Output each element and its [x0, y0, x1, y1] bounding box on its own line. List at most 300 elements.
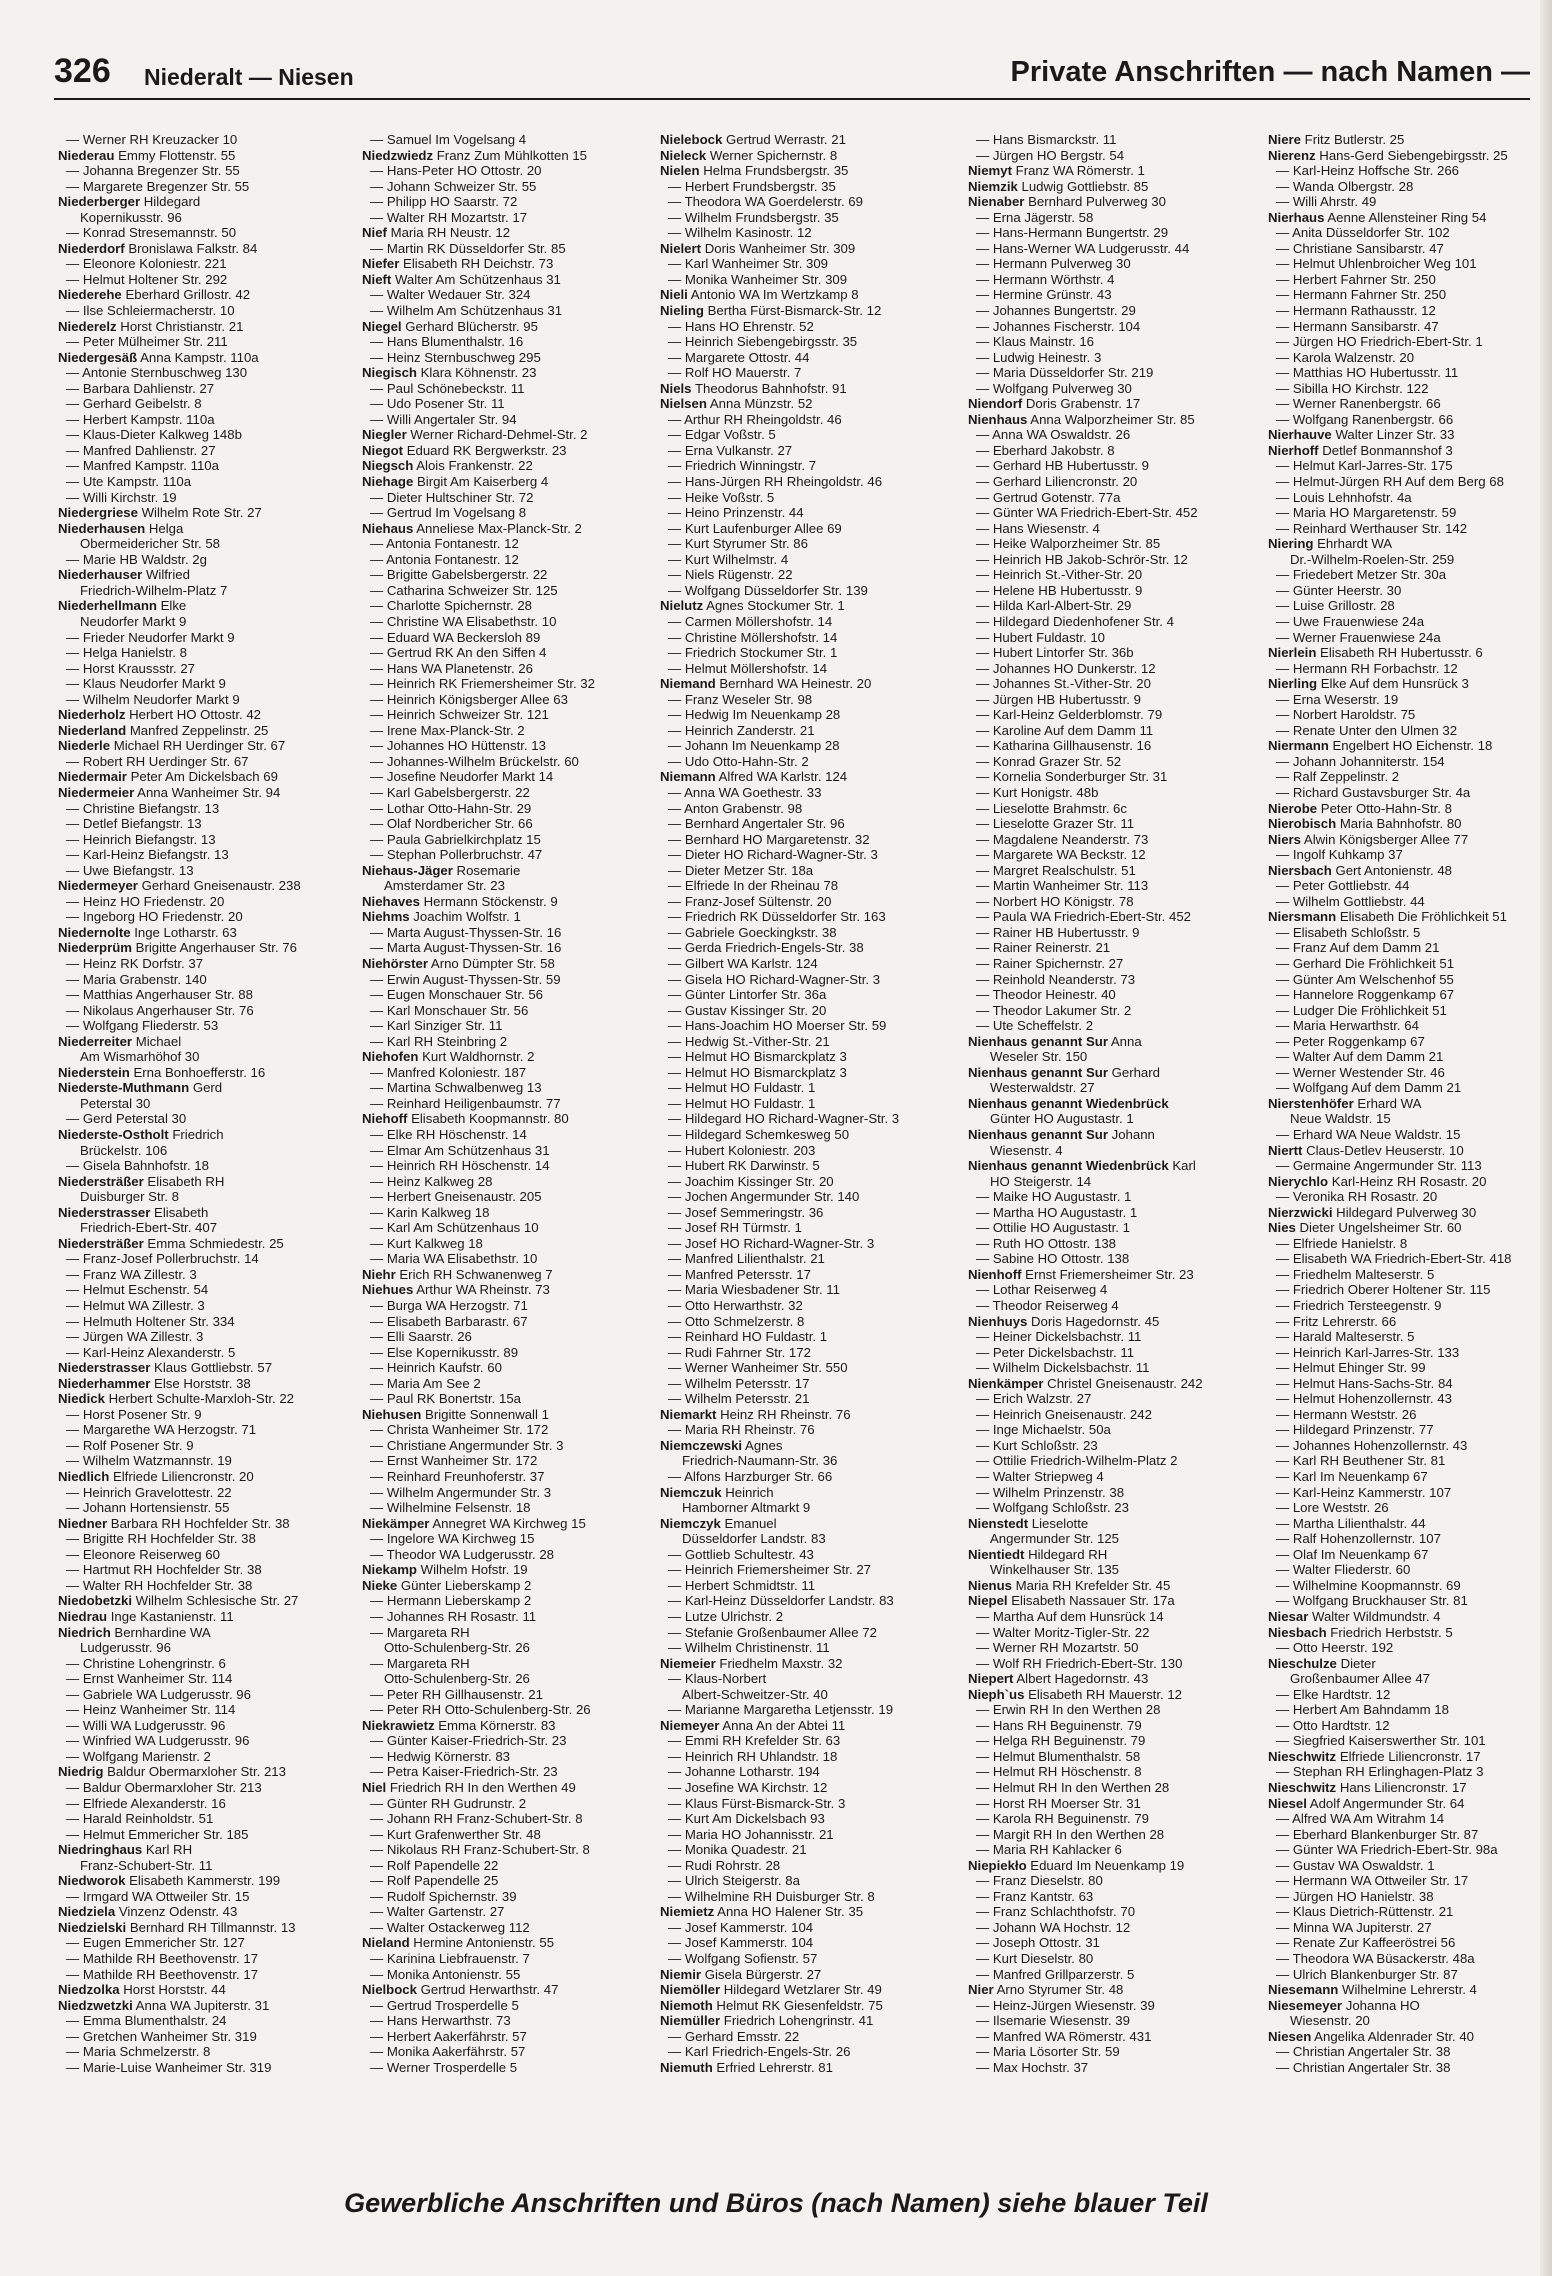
directory-entry: — Werner Trosperdelle 5	[370, 2059, 518, 2075]
directory-entry: Niedringhaus Karl RH	[58, 1842, 193, 1858]
directory-entry: — Hans-Peter HO Ottostr. 20	[370, 163, 542, 179]
directory-entry: — Anton Grabenstr. 98	[668, 800, 803, 816]
directory-entry: — Heinrich Königsberger Allee 63	[370, 691, 568, 707]
directory-entry: — Johannes-Wilhelm Brückelstr. 60	[370, 753, 579, 769]
directory-entry: — Matthias Angerhauser Str. 88	[66, 987, 253, 1003]
directory-entry: — Günter Heerstr. 30	[1276, 582, 1402, 598]
directory-entry: Niedner Barbara RH Hochfelder Str. 38	[58, 1515, 290, 1531]
directory-entry: Niegler Werner Richard-Dehmel-Str. 2	[362, 427, 588, 443]
directory-entry: — Arthur RH Rheingoldstr. 46	[668, 411, 842, 427]
directory-entry: — Joachim Kissinger Str. 20	[668, 1173, 834, 1189]
directory-entry: — Heiner Dickelsbachstr. 11	[976, 1329, 1142, 1345]
directory-entry: — Günter Lintorfer Str. 36a	[668, 987, 827, 1003]
entry-surname: Niegsch	[362, 458, 414, 474]
directory-entry: — Hermann Sansibarstr. 47	[1276, 318, 1439, 334]
directory-entry: — Günter Kaiser-Friedrich-Str. 23	[370, 1733, 567, 1749]
directory-entry: — Hans-Joachim HO Moerser Str. 59	[668, 1018, 887, 1034]
directory-entry: Niemzik Ludwig Gottliebstr. 85	[968, 178, 1149, 194]
directory-entry: Niesbach Friedrich Herbststr. 5	[1268, 1624, 1453, 1640]
directory-entry: — Heinrich Zanderstr. 21	[668, 722, 815, 738]
directory-entry: — Heinz-Jürgen Wiesenstr. 39	[976, 1997, 1155, 2013]
directory-entry: — Hans Wiesenstr. 4	[976, 520, 1100, 536]
directory-entry: — Rudi Rohrstr. 28	[668, 1857, 781, 1873]
directory-entry: — Gretchen Wanheimer Str. 319	[66, 2028, 257, 2044]
directory-entry: — Heinrich Gravelottestr. 22	[66, 1484, 232, 1500]
entry-surname: Niedlich	[58, 1469, 110, 1485]
directory-entry: Niering Ehrhardt WA	[1268, 536, 1393, 552]
directory-entry: Niehusen Brigitte Sonnenwall 1	[362, 1406, 549, 1422]
entry-surname: Niegisch	[362, 365, 417, 381]
directory-entry: — Walter RH Mozartstr. 17	[370, 209, 528, 225]
directory-entry: Niesemeyer Johanna HO	[1268, 1997, 1420, 2013]
directory-entry: Niederprüm Brigitte Angerhauser Str. 76	[58, 940, 297, 956]
directory-entry: — Otto Hardtstr. 12	[1276, 1717, 1390, 1733]
directory-entry: Niel Friedrich RH In den Werthen 49	[362, 1779, 576, 1795]
entry-surname: Niedernolte	[58, 924, 131, 940]
directory-entry: Nierhaus Aenne Allensteiner Ring 54	[1268, 209, 1487, 225]
directory-entry: Niedrau Inge Kastanienstr. 11	[58, 1608, 234, 1624]
directory-entry: — Gerhard Geibelstr. 8	[66, 396, 202, 412]
directory-entry: — Karl RH Steinbring 2	[370, 1033, 508, 1049]
directory-entry: — Sibilla HO Kirchstr. 122	[1276, 380, 1429, 396]
directory-entry: — Klaus Dietrich-Rüttenstr. 21	[1276, 1904, 1454, 1920]
directory-entry: — Erna Vulkanstr. 27	[668, 442, 793, 458]
directory-entry: Niehr Erich RH Schwanenweg 7	[362, 1266, 553, 1282]
directory-entry: — Norbert HO Königstr. 78	[976, 893, 1134, 909]
directory-entry: Niels Theodorus Bahnhofstr. 91	[660, 380, 847, 396]
directory-entry: Nieling Bertha Fürst-Bismarck-Str. 12	[660, 303, 882, 319]
directory-entry: — Josef RH Türmstr. 1	[668, 1220, 802, 1236]
entry-surname: Nielert	[660, 240, 702, 256]
directory-entry: — Karl-Heinz Biefangstr. 13	[66, 847, 229, 863]
directory-entry: Niedrig Baldur Obermarxloher Str. 213	[58, 1764, 286, 1780]
directory-entry: — Wilhelm Frundsbergstr. 35	[668, 209, 839, 225]
entry-surname: Nierenz	[1268, 147, 1316, 163]
directory-entry: — Maria RH Kahlacker 6	[976, 1842, 1122, 1858]
directory-entry: — Ilsemarie Wiesenstr. 39	[976, 2013, 1130, 2029]
directory-entry: — Rudi Fahrner Str. 172	[668, 1344, 811, 1360]
directory-entry: Niemann Alfred WA Karlstr. 124	[660, 769, 848, 785]
directory-entry: Neudorfer Markt 9	[80, 613, 187, 629]
entry-surname: Niekämper	[362, 1515, 430, 1531]
directory-entry: — Karoline Auf dem Damm 11	[976, 722, 1154, 738]
directory-entry: Niere Fritz Butlerstr. 25	[1268, 132, 1405, 147]
entry-surname: Niedermair	[58, 769, 127, 785]
entry-surname: Niedworok	[58, 1873, 126, 1889]
directory-entry: Niedergesäß Anna Kampstr. 110a	[58, 349, 259, 365]
directory-entry: — Ute Scheffelstr. 2	[976, 1018, 1094, 1034]
entry-surname: Niedringhaus	[58, 1842, 143, 1858]
directory-entry: — Martina Schwalbenweg 13	[370, 1080, 542, 1096]
directory-entry: Albert-Schweitzer-Str. 40	[682, 1686, 828, 1702]
directory-entry: — Maria Lösorter Str. 59	[976, 2044, 1120, 2060]
directory-entry: — Manfred WA Römerstr. 431	[976, 2028, 1152, 2044]
directory-entry: — Karl-Heinz Hoffsche Str. 266	[1276, 163, 1459, 179]
directory-entry: — Mathilde RH Beethovenstr. 17	[66, 1950, 259, 1966]
directory-entry: — Lothar Reiserweg 4	[976, 1282, 1108, 1298]
directory-entry: Brückelstr. 106	[80, 1142, 168, 1158]
directory-entry: — Anita Düsseldorfer Str. 102	[1276, 225, 1450, 241]
directory-entry: — Wolfgang Bruckhauser Str. 81	[1276, 1593, 1468, 1609]
directory-entry: Nier Arno Styrumer Str. 48	[968, 1982, 1124, 1998]
directory-entry: — Elmar Am Schützenhaus 31	[370, 1142, 550, 1158]
directory-entry: Niemüller Friedrich Lohengrinstr. 41	[660, 2013, 874, 2029]
directory-entry: — Stephan RH Erlinghagen-Platz 3	[1276, 1764, 1484, 1780]
directory-entry: Ludgerusstr. 96	[80, 1640, 171, 1656]
directory-entry: — Wilhelm Kasinostr. 12	[668, 225, 812, 241]
directory-entry: Niedergriese Wilhelm Rote Str. 27	[58, 505, 262, 521]
directory-entry: — Gertrud Gotenstr. 77a	[976, 489, 1121, 505]
directory-entry: — Ingeborg HO Friedenstr. 20	[66, 909, 243, 925]
directory-entry: — Marta August-Thyssen-Str. 16	[370, 924, 562, 940]
directory-entry: — Inge Michaelstr. 50a	[976, 1422, 1111, 1438]
directory-entry: Nientiedt Hildegard RH	[968, 1546, 1108, 1562]
directory-entry: — Nikolaus RH Franz-Schubert-Str. 8	[370, 1842, 590, 1858]
directory-entry: — Elfriede In der Rheinau 78	[668, 878, 839, 894]
directory-entry: — Harald Reinholdstr. 51	[66, 1811, 214, 1827]
directory-entry: — Paul Schönebeckstr. 11	[370, 380, 525, 396]
directory-entry: — Herbert Frundsbergstr. 35	[668, 178, 836, 194]
directory-entry: — Heinz Wanheimer Str. 114	[66, 1702, 236, 1718]
entry-surname: Niederstrasser	[58, 1204, 151, 1220]
directory-entry: — Hermann WA Ottweiler Str. 17	[1276, 1873, 1469, 1889]
directory-entry: — Margit RH In den Werthen 28	[976, 1826, 1165, 1842]
directory-entry: — Peter Gottliebstr. 44	[1276, 878, 1410, 894]
directory-entry: — Jürgen HB Hubertusstr. 9	[976, 691, 1141, 707]
entry-surname: Niemczewski	[660, 1437, 743, 1453]
directory-entry: Obermeidericher Str. 58	[80, 536, 220, 552]
directory-entry: — Gisela HO Richard-Wagner-Str. 3	[668, 971, 881, 987]
directory-entry: — Friedrich Tersteegenstr. 9	[1276, 1298, 1442, 1314]
directory-entry: — Minna WA Jupiterstr. 27	[1276, 1919, 1432, 1935]
directory-entry: — Christian Angertaler Str. 38	[1276, 2044, 1451, 2060]
directory-entry: — Hubert Fuldastr. 10	[976, 629, 1106, 645]
entry-surname: Niederelz	[58, 318, 117, 334]
directory-entry: Friedrich-Wilhelm-Platz 7	[80, 582, 228, 598]
directory-entry: — Rainer Spichernstr. 27	[976, 955, 1124, 971]
directory-entry: Niedermeier Anna Wanheimer Str. 94	[58, 784, 281, 800]
directory-entry: — Helmut Möllershofstr. 14	[668, 660, 828, 676]
directory-entry: — Gisela Bahnhofstr. 18	[66, 1158, 209, 1174]
directory-entry: Westerwaldstr. 27	[990, 1080, 1095, 1096]
entry-surname: Niendorf	[968, 396, 1023, 412]
directory-entry: Niemöller Hildegard Wetzlarer Str. 49	[660, 1982, 882, 1998]
directory-entry: — Franz Auf dem Damm 21	[1276, 940, 1440, 956]
directory-entry: Nienus Maria RH Krefelder Str. 45	[968, 1577, 1171, 1593]
directory-entry: Niemeyer Anna An der Abtei 11	[660, 1717, 846, 1733]
directory-entry: — Johanne Lotharstr. 194	[668, 1764, 820, 1780]
directory-entry: — Kurt Schloßstr. 23	[976, 1437, 1098, 1453]
directory-entry: — Helmut HO Bismarckplatz 3	[668, 1049, 847, 1065]
directory-entry: — Walter RH Hochfelder Str. 38	[66, 1577, 253, 1593]
directory-entry: — Antonia Fontanestr. 12	[370, 536, 519, 552]
directory-entry: — Hans Blumenthalstr. 16	[370, 334, 524, 350]
entry-surname: Niekrawietz	[362, 1717, 435, 1733]
directory-entry: — Johann Johanniterstr. 154	[1276, 753, 1445, 769]
directory-entry: Nienkämper Christel Gneisenaustr. 242	[968, 1375, 1203, 1391]
directory-entry: — Martha Lilienthalstr. 44	[1276, 1515, 1426, 1531]
entry-surname: Nienhaus genannt Wiedenbrück	[968, 1158, 1169, 1174]
directory-entry: — Eberhard Blankenburger Str. 87	[1276, 1826, 1479, 1842]
directory-entry: — Heinrich HB Jakob-Schrör-Str. 12	[976, 551, 1188, 567]
directory-entry: — Josef Semmeringstr. 36	[668, 1204, 824, 1220]
directory-entry: — Heinrich RK Friemersheimer Str. 32	[370, 676, 595, 692]
directory-entry: — Stephan Pollerbruchstr. 47	[370, 847, 543, 863]
directory-entry: — Eleonore Koloniestr. 221	[66, 256, 227, 272]
directory-entry: — Heinz RK Dorfstr. 37	[66, 955, 204, 971]
directory-entry: — Burga WA Herzogstr. 71	[370, 1298, 528, 1314]
directory-entry: — Hermann Weststr. 26	[1276, 1406, 1417, 1422]
directory-entry: Wiesenstr. 4	[990, 1142, 1063, 1158]
directory-entry: — Karl-Heinz Kammerstr. 107	[1276, 1484, 1452, 1500]
directory-entry: — Nikolaus Angerhauser Str. 76	[66, 1002, 254, 1018]
entry-surname: Niesemeyer	[1268, 1997, 1343, 2013]
directory-entry: — Elfriede Hanielstr. 8	[1276, 1235, 1408, 1251]
entry-surname: Niederste-Muthmann	[58, 1080, 190, 1096]
directory-entry: — Hans Bismarckstr. 11	[976, 132, 1117, 147]
directory-entry: — Margarete WA Beckstr. 12	[976, 847, 1146, 863]
entry-surname: Nierhaus	[1268, 209, 1325, 225]
directory-entry: — Eberhard Jakobstr. 8	[976, 442, 1115, 458]
directory-entry: Neue Waldstr. 15	[1290, 1111, 1391, 1127]
directory-entry: — Josefine WA Kirchstr. 12	[668, 1779, 828, 1795]
directory-entry: Niedzielski Bernhard RH Tillmannstr. 13	[58, 1919, 296, 1935]
directory-entry: — Marie-Luise Wanheimer Str. 319	[66, 2059, 272, 2075]
directory-entry: — Elke RH Höschenstr. 14	[370, 1127, 527, 1142]
directory-entry: — Charlotte Spichernstr. 28	[370, 598, 532, 614]
directory-entry: Niepel Elisabeth Nassauer Str. 17a	[968, 1593, 1175, 1609]
entry-surname: Niederhellmann	[58, 598, 157, 614]
directory-entry: — Bernhard HO Margaretenstr. 32	[668, 831, 870, 847]
directory-entry: Niederdorf Bronislawa Falkstr. 84	[58, 240, 258, 256]
directory-entry: — Wolf RH Friedrich-Ebert-Str. 130	[976, 1655, 1183, 1671]
directory-entry: — Theodora WA Goerdelerstr. 69	[668, 194, 863, 210]
entry-surname: Niers	[1268, 831, 1301, 847]
entry-surname: Niedermeyer	[58, 878, 138, 894]
directory-entry: — Rainer Reinerstr. 21	[976, 940, 1111, 956]
directory-entry: — Bernhard Angertaler Str. 96	[668, 816, 845, 832]
directory-entry: — Josefine Neudorfer Markt 14	[370, 769, 554, 785]
directory-entry: — Mathilde RH Beethovenstr. 17	[66, 1966, 259, 1982]
directory-entry: — Helmut Holtener Str. 292	[66, 271, 228, 287]
entry-surname: Niefer	[362, 256, 400, 272]
directory-entry: — Walter Ostackerweg 112	[370, 1919, 530, 1935]
directory-entry: Niederau Emmy Flottenstr. 55	[58, 147, 236, 163]
directory-entry: Am Wismarhöhof 30	[80, 1049, 200, 1065]
directory-entry: — Hildegard Diedenhofener Str. 4	[976, 613, 1174, 629]
entry-surname: Niemyt	[968, 163, 1012, 179]
entry-surname: Niegot	[362, 442, 404, 458]
directory-entry: — Olaf Im Neuenkamp 67	[1276, 1546, 1429, 1562]
directory-entry: — Wolfgang Düsseldorfer Str. 139	[668, 582, 868, 598]
entry-surname: Nieleck	[660, 147, 707, 163]
directory-entry: — Winfried WA Ludgerusstr. 96	[66, 1733, 250, 1749]
directory-entry: — Konrad Grazer Str. 52	[976, 753, 1122, 769]
directory-entry: — Willi WA Ludgerusstr. 96	[66, 1717, 226, 1733]
directory-entry: — Walter Moritz-Tigler-Str. 22	[976, 1624, 1150, 1640]
directory-entry: — Lieselotte Grazer Str. 11	[976, 816, 1135, 832]
directory-entry: — Hans-Hermann Bungertstr. 29	[976, 225, 1169, 241]
directory-entry: Düsseldorfer Landstr. 83	[682, 1531, 826, 1547]
directory-entry: — Heinrich Gneisenaustr. 242	[976, 1406, 1152, 1422]
directory-entry: Niemand Bernhard WA Heinestr. 20	[660, 676, 872, 692]
directory-entry: — Max Hochstr. 37	[976, 2059, 1089, 2075]
directory-entry: — Ernst Wanheimer Str. 114	[66, 1671, 233, 1687]
entry-surname: Niedersträßer	[58, 1235, 144, 1251]
entry-surname: Niederle	[58, 738, 111, 754]
directory-entry: — Wolfgang Fliederstr. 53	[66, 1018, 219, 1034]
directory-entry: — Hermann Lieberskamp 2	[370, 1593, 532, 1609]
directory-entry: — Rainer HB Hubertusstr. 9	[976, 924, 1140, 940]
directory-entry: — Franz-Josef Sültenstr. 20	[668, 893, 832, 909]
directory-entry: Nielen Helma Frundsbergstr. 35	[660, 163, 849, 179]
entry-surname: Niederhausen	[58, 520, 146, 536]
entry-surname: Nienhuys	[968, 1313, 1028, 1329]
entry-surname: Niekamp	[362, 1562, 417, 1578]
directory-entry: — Karl-Heinz Gelderblomstr. 79	[976, 707, 1163, 723]
directory-entry: Niesar Walter Wildmundstr. 4	[1268, 1608, 1441, 1624]
directory-entry: — Maria HO Margaretenstr. 59	[1276, 505, 1457, 521]
directory-entry: — Horst Posener Str. 9	[66, 1406, 202, 1422]
directory-entry: — Karl Monschauer Str. 56	[370, 1002, 529, 1018]
directory-entry: — Uwe Biefangstr. 13	[66, 862, 194, 878]
directory-entry: — Herbert Kampstr. 110a	[66, 411, 215, 427]
entry-surname: Niehues	[362, 1282, 414, 1298]
directory-entry: — Fritz Lehrerstr. 66	[1276, 1313, 1397, 1329]
directory-entry: — Jochen Angermunder Str. 140	[668, 1189, 860, 1205]
directory-entry: — Ludger Die Fröhlichkeit 51	[1276, 1002, 1447, 1018]
directory-entry: Nieschwitz Hans Liliencronstr. 17	[1268, 1779, 1467, 1795]
directory-entry: — Friedhelm Malteserstr. 5	[1276, 1266, 1435, 1282]
directory-entry: — Friedrich Oberer Holtener Str. 115	[1276, 1282, 1491, 1298]
directory-entry: Nieft Walter Am Schützenhaus 31	[362, 271, 561, 287]
entry-surname: Nielen	[660, 163, 700, 179]
entry-surname: Nieli	[660, 287, 688, 303]
directory-entry: Niepert Albert Hagedornstr. 43	[968, 1671, 1149, 1687]
directory-entry: — Gustav Kissinger Str. 20	[668, 1002, 827, 1018]
directory-entry: — Alfred WA Am Witrahm 14	[1276, 1811, 1445, 1827]
directory-entry: Nielutz Agnes Stockumer Str. 1	[660, 598, 845, 614]
entry-surname: Niehms	[362, 909, 410, 925]
entry-surname: Nieland	[362, 1935, 410, 1951]
entry-surname: Niederste-Ostholt	[58, 1127, 169, 1142]
directory-entry: — Johannes HO Dunkerstr. 12	[976, 660, 1156, 676]
directory-entry: — Johann WA Hochstr. 12	[976, 1919, 1131, 1935]
entry-surname: Niemeyer	[660, 1717, 720, 1733]
directory-entry: Nierling Elke Auf dem Hunsrück 3	[1268, 676, 1469, 692]
directory-entry: — Johannes HO Hüttenstr. 13	[370, 738, 546, 754]
directory-entry: — Hildegard Schemkesweg 50	[668, 1127, 850, 1142]
directory-column-5	[1268, 132, 1530, 2075]
entry-surname: Niederland	[58, 722, 127, 738]
directory-entry: — Werner Ranenbergstr. 66	[1276, 396, 1441, 412]
directory-entry: — Robert RH Uerdinger Str. 67	[66, 753, 249, 769]
entry-surname: Niedzielski	[58, 1919, 127, 1935]
entry-surname: Nienhaus	[968, 411, 1028, 427]
directory-entry: — Hedwig Körnerstr. 83	[370, 1748, 510, 1764]
directory-entry: — Karola RH Beguinenstr. 79	[976, 1811, 1149, 1827]
directory-entry: — Friedrich Winningstr. 7	[668, 458, 817, 474]
directory-entry: Nieschulze Dieter	[1268, 1655, 1376, 1671]
directory-entry: — Gilbert WA Karlstr. 124	[668, 955, 818, 971]
directory-entry: — Werner RH Kreuzacker 10	[66, 132, 238, 147]
directory-entry: Hamborner Altmarkt 9	[682, 1500, 811, 1516]
directory-entry: — Peter RH Otto-Schulenberg-Str. 26	[370, 1702, 591, 1718]
directory-entry: — Gerd Peterstal 30	[66, 1111, 187, 1127]
entry-surname: Niedrich	[58, 1624, 111, 1640]
directory-entry: — Jürgen HO Friedrich-Ebert-Str. 1	[1276, 334, 1483, 350]
directory-entry: Niemuth Erfried Lehrerstr. 81	[660, 2059, 833, 2075]
entry-surname: Niermann	[1268, 738, 1329, 754]
entry-surname: Niere	[1268, 132, 1301, 147]
directory-entry: Nielert Doris Wanheimer Str. 309	[660, 240, 856, 256]
directory-entry: — Jürgen WA Zillestr. 3	[66, 1329, 204, 1345]
directory-entry: Nief Maria RH Neustr. 12	[362, 225, 511, 241]
directory-entry: — Maria Am See 2	[370, 1375, 481, 1391]
directory-entry: Nieke Günter Lieberskamp 2	[362, 1577, 532, 1593]
directory-entry: — Hildegard Prinzenstr. 77	[1276, 1422, 1434, 1438]
entry-surname: Nieschwitz	[1268, 1779, 1337, 1795]
directory-entry: Niederste-Muthmann Gerd	[58, 1080, 223, 1096]
entry-surname: Nienhaus genannt Sur	[968, 1064, 1108, 1080]
directory-entry: — Walter Gartenstr. 27	[370, 1904, 505, 1920]
directory-entry: Niemir Gisela Bürgerstr. 27	[660, 1966, 822, 1982]
entry-surname: Nienstedt	[968, 1515, 1029, 1531]
directory-entry: — Ernst Wanheimer Str. 172	[370, 1453, 538, 1469]
directory-entry: Niehaves Hermann Stöckenstr. 9	[362, 893, 558, 909]
directory-entry: — Helmut HO Bismarckplatz 3	[668, 1064, 847, 1080]
directory-entry: — Werner Frauenwiese 24a	[1276, 629, 1441, 645]
directory-entry: — Johannes Fischerstr. 104	[976, 318, 1141, 334]
entry-surname: Nieschwitz	[1268, 1748, 1337, 1764]
directory-entry: Friedrich-Ebert-Str. 407	[80, 1220, 218, 1236]
directory-entry: — Maria HO Johannisstr. 21	[668, 1826, 834, 1842]
directory-entry: — Herbert Am Bahndamm 18	[1276, 1702, 1449, 1718]
directory-entry: — Elli Saarstr. 26	[370, 1329, 472, 1345]
directory-entry: — Willi Kirchstr. 19	[66, 489, 177, 505]
directory-entry: Nierstenhöfer Erhard WA	[1268, 1095, 1422, 1111]
directory-entry: — Emmi RH Krefelder Str. 63	[668, 1733, 841, 1749]
entry-surname: Niehofen	[362, 1049, 419, 1065]
directory-entry: — Margareta RH	[370, 1624, 470, 1640]
directory-entry: — Paula Gabrielkirchplatz 15	[370, 831, 541, 847]
directory-entry: — Wilhelm Prinzenstr. 38	[976, 1484, 1125, 1500]
directory-entry: Otto-Schulenberg-Str. 26	[384, 1640, 530, 1656]
directory-entry: Nielbock Gertrud Herwarthstr. 47	[362, 1982, 559, 1998]
directory-entry: Nierzwicki Hildegard Pulverweg 30	[1268, 1204, 1477, 1220]
directory-entry: — Kurt Honigstr. 48b	[976, 784, 1099, 800]
directory-entry: — Gerhard Die Fröhlichkeit 51	[1276, 955, 1455, 971]
directory-entry: — Lothar Otto-Hahn-Str. 29	[370, 800, 532, 816]
directory-entry: Großenbaumer Allee 47	[1290, 1671, 1431, 1687]
directory-entry: Winkelhauser Str. 135	[990, 1562, 1120, 1578]
entry-surname: Niedersträßer	[58, 1173, 144, 1189]
directory-entry: — Helmut Hohenzollernstr. 43	[1276, 1391, 1452, 1407]
directory-entry: Niehofen Kurt Waldhornstr. 2	[362, 1049, 535, 1065]
entry-surname: Nierling	[1268, 676, 1318, 692]
entry-surname: Niedrig	[58, 1764, 104, 1780]
directory-entry: — Hans-Jürgen RH Rheingoldstr. 46	[668, 474, 883, 490]
directory-entry: — Helmut Uhlenbroicher Weg 101	[1276, 256, 1477, 272]
directory-entry: — Walter Fliederstr. 60	[1276, 1562, 1411, 1578]
directory-entry: — Heinz Sternbuschweg 295	[370, 349, 541, 365]
directory-entry: — Gertrud Trosperdelle 5	[370, 1997, 519, 2013]
directory-entry: — Hans RH Beguinenstr. 79	[976, 1717, 1142, 1733]
directory-entry: Niemoth Helmut RK Giesenfeldstr. 75	[660, 1997, 883, 2013]
directory-entry: — Eduard WA Beckersloh 89	[370, 629, 541, 645]
directory-entry: — Dieter Hultschiner Str. 72	[370, 489, 534, 505]
directory-entry: — Helmut Ehinger Str. 99	[1276, 1360, 1426, 1376]
